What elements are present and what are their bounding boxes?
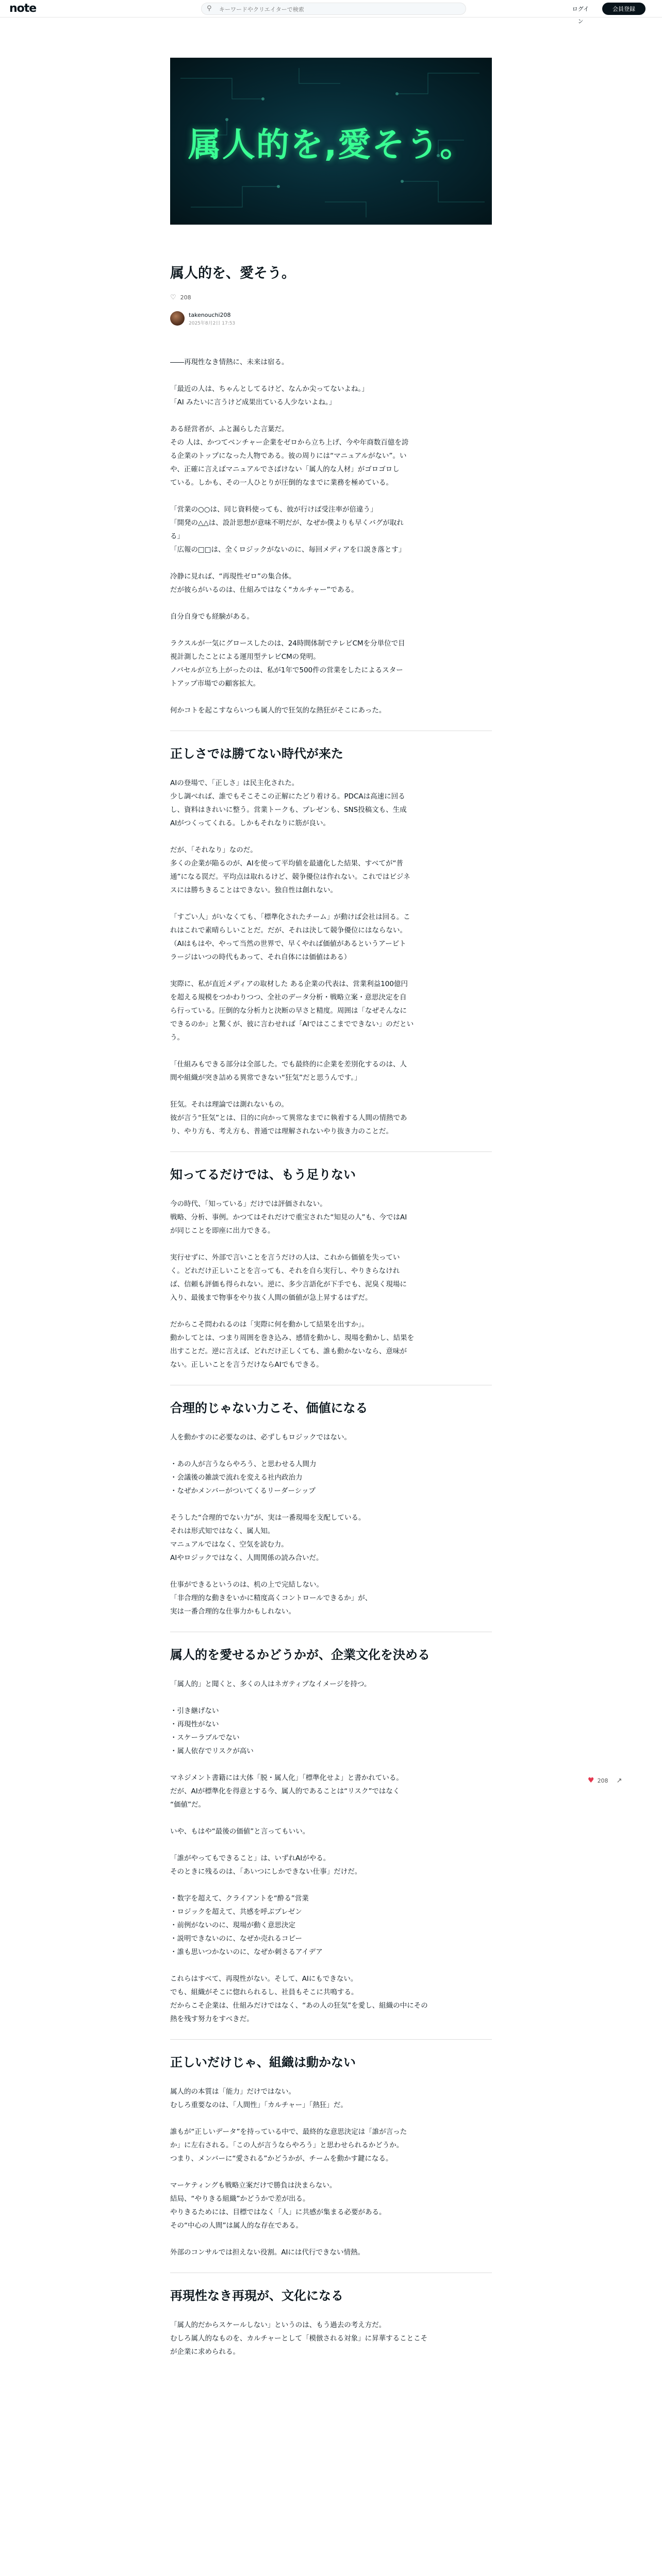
search-input[interactable] [218, 5, 457, 14]
site-header [0, 0, 662, 25]
hero-image [170, 58, 492, 225]
paragraph-line: ノバセルが立ち上がったのは、私が1年で500件の営業をしたによるスター [170, 666, 403, 674]
section-heading: 再現性なき再現が、文化になる [170, 2289, 343, 2303]
paragraph-line: ラージはいつの時代もあって、それ自体には価値はある） [170, 953, 351, 961]
spacer [170, 1498, 492, 1511]
spacer [170, 1959, 492, 1972]
paragraph-line: 「AI みたいに言うけど成果出ている人少ないよね。」 [170, 398, 336, 406]
spacer [170, 2259, 492, 2273]
spacer [170, 2026, 492, 2039]
spacer [170, 830, 492, 843]
section-heading: 知ってるだけでは、もう足りない [170, 1167, 356, 1182]
paragraph-line: やりきるためには、目標ではなく「人」に共感が集まる必要がある。 [170, 2208, 386, 2216]
section-heading: 正しいだけじゃ、組織は動かない [170, 2055, 356, 2070]
article-body [170, 355, 492, 2359]
spacer [170, 1385, 492, 1399]
spacer [170, 964, 492, 977]
paragraph-line: むしろ属人的なものを、カルチャーとして「模倣される対象」に昇華することこそ [170, 2334, 428, 2343]
spacer [170, 597, 492, 610]
paragraph-line: 属人的の本質は「能力」だけではない。 [170, 2088, 295, 2096]
paragraph-line: だが、「それなり」なのだ。 [170, 846, 257, 854]
signup-button[interactable]: 会員登録 [602, 3, 646, 15]
paragraph-line: 通”になる罠だ。平均点は取れるけど、競争優位は作れない。これではビジネ [170, 873, 410, 881]
paragraph-line: ・誰も思いつかないのに、なぜか刺さるアイデア [170, 1948, 323, 1956]
paragraph-line: これらはすべて、再現性がない。そして、AIにもできない。 [170, 1975, 358, 1983]
spacer [170, 2273, 492, 2286]
spacer [170, 1691, 492, 1704]
paragraph-line: だからこそ問われるのは「実際に何を動かして結果を出すか」。 [170, 1320, 369, 1329]
paragraph-line: 出すことだ。逆に言えば、どれだけ正しくても、誰も動かないなら、意味が [170, 1347, 407, 1355]
spacer [170, 2305, 492, 2318]
paragraph-line: 彼が言う“狂気”とは、目的に向かって異常なまでに執着する人間の情熱であ [170, 1114, 407, 1122]
spacer [170, 1371, 492, 1385]
spacer [170, 369, 492, 382]
spacer [170, 1084, 492, 1098]
paragraph-line: 自分自身でも経験がある。 [170, 613, 254, 621]
paragraph-line: 誰もが“正しいデータ”を持っている中で、最終的な意思決定は「誰が言った [170, 2128, 407, 2136]
paragraph-line: ラクスルが一気にグロースしたのは、24時間体制でテレビCMを分単位で目 [170, 639, 405, 648]
spacer [170, 1238, 492, 1251]
paragraph-line: が企業に求められる。 [170, 2348, 240, 2356]
paragraph-line: や、正確に言えばマニュアルでさばけない「属人的な人材」がゴロゴロし [170, 465, 400, 473]
paragraph-line: AIがつくってくれる。しかもそれなりに筋が良い。 [170, 819, 330, 827]
paragraph-line: 仕事ができるというのは、机の上で完結しない。 [170, 1581, 323, 1589]
paragraph-line: マニュアルではなく、空気を読む力。 [170, 1540, 288, 1549]
paragraph-line: 熱を残す努力をすべきだ。 [170, 2015, 254, 2023]
paragraph-line: それは形式知ではなく、属人知。 [170, 1527, 275, 1535]
paragraph-line: 視計測したことによる運用型テレビCMの発明。 [170, 653, 320, 661]
floating-action-bar [588, 1776, 622, 1787]
paragraph-line: むしろ重要なのは、「人間性」「カルチャー」「熱狂」だ。 [170, 2101, 347, 2109]
spacer [170, 1618, 492, 1632]
spacer [170, 1838, 492, 1852]
spacer [170, 2165, 492, 2179]
paragraph-line: “価値”だ。 [170, 1801, 205, 1809]
share-icon[interactable]: ↗ [616, 1777, 622, 1785]
paragraph-line: か」に左右される。「この人が言うならやろう」と思わせられるかどうか。 [170, 2141, 404, 2149]
paragraph-line: スには勝ちきることはできない。独自性は創れない。 [170, 886, 337, 894]
spacer [170, 1304, 492, 1318]
paragraph-line: 「開発の△△は、設計思想が意味不明だが、なぜか僕よりも早くバグが取れ [170, 519, 404, 527]
paragraph-line: その“中心の人間”は属人的な存在である。 [170, 2222, 303, 2230]
section-heading: 属人的を愛せるかどうかが、企業文化を決める [170, 1648, 430, 1662]
paragraph-line: ・スケーラブルでない [170, 1734, 240, 1742]
paragraph-line: る」 [170, 532, 184, 540]
paragraph-line: ・属人依存でリスクが高い [170, 1747, 254, 1755]
paragraph-line: マネジメント書籍には大体「脱・属人化」「標準化せよ」と書かれている。 [170, 1774, 403, 1782]
spacer [170, 2072, 492, 2085]
spacer [170, 556, 492, 570]
paragraph-line: （AIはもはや、やって当然の世界で、早くやれば価値があるというアーピト [170, 940, 406, 948]
spacer [170, 1632, 492, 1646]
heart-icon[interactable]: ♡ [170, 294, 176, 301]
paragraph-line: り、やり方も、考え方も、普通では理解されないやり抜き力のことだ。 [170, 1127, 393, 1136]
spacer [170, 1184, 492, 1197]
like-counter[interactable] [170, 294, 191, 301]
hero-headline: 属人的を,愛そう。 [188, 126, 474, 164]
spacer [170, 1811, 492, 1825]
paragraph-line: く。どれだけ正しいことを言っても、それを自ら実行し、やりきらなけれ [170, 1267, 400, 1275]
paragraph-line: 「すごい人」がいなくても、「標準化されたチーム」が動けば会社は回る。こ [170, 913, 410, 921]
spacer [170, 1444, 492, 1458]
paragraph-line: ・前例がないのに、現場が動く意思決定 [170, 1921, 295, 1929]
search-icon: ⚲ [207, 5, 212, 12]
paragraph-line: つまり、メンバーに“愛される”かどうかが、チームを動かす鍵になる。 [170, 2155, 393, 2163]
paragraph-line: ている。しかも、その一人ひとりが圧倒的なまでに業務を極めている。 [170, 479, 393, 487]
paragraph-line: 動かしてとは、つまり周囲を巻き込み、感情を動かし、現場を動かし、結果を [170, 1334, 415, 1342]
paragraph-line: ・ロジックを超えて、共感を呼ぶプレゼン [170, 1908, 302, 1916]
note-logo[interactable]: note [9, 2, 37, 15]
paragraph-line: を超える規模をつかわりつつ、全社のデータ分析・戦略立案・意思決定を自 [170, 993, 407, 1002]
spacer [170, 409, 492, 422]
like-count: 208 [180, 294, 191, 301]
avatar[interactable] [170, 311, 185, 326]
paragraph-line: 冷静に見れば、“再現性ゼロ”の集合体。 [170, 572, 296, 581]
article-title: 属人的を、愛そう。 [170, 265, 295, 281]
paragraph-line: AIの登場で、「正しさ」は民主化された。 [170, 779, 299, 787]
section-heading: 正しさでは勝てない時代が来た [170, 747, 343, 761]
spacer [170, 1138, 492, 1151]
paragraph-line: そうした“合理的でない力”が、実は一番現場を支配している。 [170, 1514, 366, 1522]
paragraph-line: 入り、最後まで物事をやり抜く人間の価値が急上昇するはずだ。 [170, 1294, 372, 1302]
paragraph-line: だが、AIが標準化を得意とする今、属人的であることは“リスク”ではなく [170, 1787, 400, 1795]
spacer [170, 1878, 492, 1892]
paragraph-line: 人を動かすのに必要なのは、必ずしもロジックではない。 [170, 1433, 351, 1442]
paragraph-line: だが彼らがいるのは、仕組みではなく“カルチャー”である。 [170, 586, 358, 594]
paragraph-line: できるのか」と驚くが、彼に言わせれば「AIではここまでできない」のだとい [170, 1020, 414, 1028]
paragraph-line: 多くの企業が陥るのが、AIを使って平均値を最適化した結果、すべてが“普 [170, 859, 403, 868]
paragraph-line: る企業のトップになった人物である。彼の周りには“マニュアルがない”。い [170, 452, 407, 460]
paragraph-line: 今の時代、「知っている」だけでは評価されない。 [170, 1200, 327, 1208]
floating-like-count: 208 [597, 1777, 608, 1784]
login-button[interactable]: ログイン [567, 3, 594, 15]
spacer [170, 2112, 492, 2125]
spacer [170, 1664, 492, 1677]
paragraph-line: トアップ市場での顧客拡大。 [170, 680, 260, 688]
paragraph-line: AIやロジックではなく、人間関係の読み合いだ。 [170, 1554, 323, 1562]
paragraph-line: ・再現性がない [170, 1720, 219, 1728]
author-name[interactable]: takenouchi208 [189, 312, 231, 318]
spacer [170, 1417, 492, 1431]
paragraph-line: れはこれで素晴らしいことだ。だが、それは決して競争優位にはならない。 [170, 926, 407, 935]
paragraph-line: でも、組織がそこに惚れられるし、社員もそこに共鳴する。 [170, 1988, 358, 1996]
paragraph-line: その 人は、かつてベンチャー企業をゼロから立ち上げ、今や年商数百億を誇 [170, 438, 409, 447]
paragraph-line: が同じことを即座に出力できる。 [170, 1227, 275, 1235]
spacer [170, 731, 492, 744]
paragraph-line: ・あの人が言うならやろう、と思わせる人間力 [170, 1460, 317, 1468]
paragraph-line: ――再現性なき情熱に、未来は宿る。 [170, 358, 289, 366]
paragraph-line: 「最近の人は、ちゃんとしてるけど、なんか尖ってないよね。」 [170, 385, 369, 393]
paragraph-line: ・数字を超えて、クライアントを“酔る”営業 [170, 1894, 309, 1903]
paragraph-line: マーケティングも戦略立案だけで勝負は決まらない。 [170, 2181, 337, 2190]
spacer [170, 489, 492, 503]
spacer [170, 1044, 492, 1058]
paragraph-line: し、資料はきれいに整う。営業トークも、プレゼンも、SNS投稿文も、生成 [170, 806, 407, 814]
paragraph-line: 戦略、分析、事例。かつてはそれだけで重宝された“知見の人”も、今ではAI [170, 1213, 407, 1222]
paragraph-line: 実は一番合理的な仕事力かもしれない。 [170, 1607, 295, 1616]
section-heading: 合理的じゃない力こそ、価値になる [170, 1401, 368, 1415]
paragraph-line: う。 [170, 1033, 184, 1042]
paragraph-line: 外部のコンサルでは担えない役割。AIには代行できない情熱。 [170, 2248, 365, 2257]
paragraph-line: 「広報の□□は、全くロジックがないのに、毎回メディアを口説き落とす」 [170, 546, 406, 554]
spacer [170, 1758, 492, 1771]
paragraph-line: 間や組織が突き詰める異常できない“狂気”だと思うんです。」 [170, 1074, 361, 1082]
paragraph-line: ・会議後の雑談で流れを変える社内政治力 [170, 1473, 303, 1482]
spacer [170, 1565, 492, 1578]
heart-icon[interactable]: ♥ [588, 1776, 594, 1785]
spacer [170, 763, 492, 776]
paragraph-line: 実行せずに、外部で言いことを言うだけの人は、これから価値を失ってい [170, 1253, 400, 1262]
spacer [170, 2040, 492, 2053]
paragraph-line: ・なぜかメンバーがついてくるリーダーシップ [170, 1487, 316, 1495]
paragraph-line: だからこそ企業は、仕組みだけではなく、“あの人の狂気”を愛し、組織の中にその [170, 2002, 428, 2010]
paragraph-line: ・説明できないのに、なぜか売れるコピー [170, 1935, 302, 1943]
paragraph-line: 「非合理的な動きをいかに精度高くコントロールできるか」が、 [170, 1594, 372, 1602]
post-date: 2025年8月2日 17:53 [189, 321, 236, 326]
spacer [170, 2232, 492, 2246]
paragraph-line: 結局、“やりきる組織”かどうかで差が出る。 [170, 2195, 310, 2203]
paragraph-line: ば、信頼も評価も得られない。逆に、多少言語化が下手でも、泥臭く現場に [170, 1280, 407, 1289]
paragraph-line: 何かコトを起こすならいつも属人的で狂気的な熱狂がそこにあった。 [170, 706, 386, 715]
paragraph-line: 狂気。それは理論では測れないもの。 [170, 1100, 288, 1109]
paragraph-line: ない。正しいことを言うだけならAIでもできる。 [170, 1361, 323, 1369]
spacer [170, 690, 492, 704]
paragraph-line: 実際に、私が直近メディアの取材した ある企業の代表は、営業利益100億円 [170, 980, 408, 988]
paragraph-line: ・引き継げない [170, 1707, 219, 1715]
spacer [170, 717, 492, 731]
paragraph-line: 「誰がやってもできること」は、いずれAIがやる。 [170, 1854, 330, 1862]
spacer [170, 1152, 492, 1165]
paragraph-line: 「仕組みもできる部分は全部した。でも最終的に企業を差別化するのは、人 [170, 1060, 407, 1069]
paragraph-line: ある経営者が、ふと漏らした言葉だ。 [170, 425, 289, 433]
paragraph-line: 少し調べれば、誰でもそこそこの正解にたどり着ける。PDCAは高速に回る [170, 792, 405, 801]
search-bar[interactable] [201, 3, 466, 15]
paragraph-line: そのときに残るのは、「あいつにしかできない仕事」だけだ。 [170, 1868, 362, 1876]
paragraph-line: 「属人的」と聞くと、多くの人はネガティブなイメージを持つ。 [170, 1680, 371, 1688]
paragraph-line: ら行っている。圧倒的な分析力と決断の早さと精度。周囲は「なぜそんなに [170, 1007, 407, 1015]
spacer [170, 897, 492, 910]
paragraph-line: いや、もはや“最後の価値”と言ってもいい。 [170, 1827, 310, 1836]
paragraph-line: 「属人的だからスケールしない」というのは、もう過去の考え方だ。 [170, 2321, 386, 2329]
paragraph-line: 「営業の○○は、同じ資料使っても、彼が行けば受注率が倍違う」 [170, 505, 377, 514]
spacer [170, 623, 492, 637]
